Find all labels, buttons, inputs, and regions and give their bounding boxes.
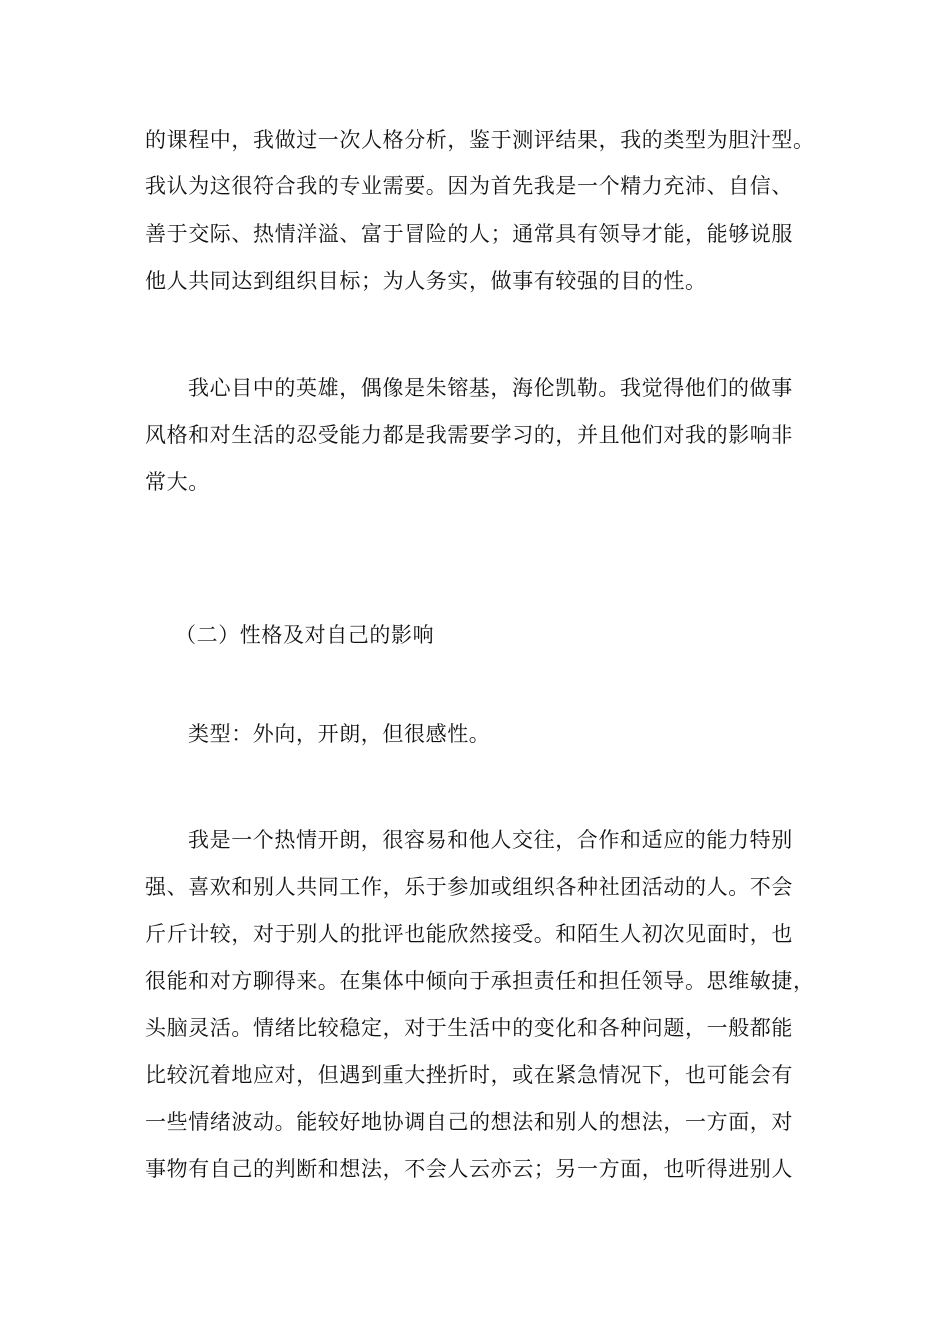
paragraph-5-line-6: 比较沉着地应对，但遇到重大挫折时，或在紧急情况下，也可能会有 bbox=[145, 1063, 793, 1087]
paragraph-5-line-5: 头脑灵活。情绪比较稳定，对于生活中的变化和各种问题，一般都能 bbox=[145, 1016, 793, 1040]
paragraph-5-line-1: 我是一个热情开朗，很容易和他人交往，合作和适应的能力特别 bbox=[188, 828, 793, 852]
paragraph-2-line-3: 常大。 bbox=[145, 470, 210, 494]
paragraph-5-line-4: 很能和对方聊得来。在集体中倾向于承担责任和担任领导。思维敏捷， bbox=[145, 969, 815, 993]
paragraph-5-line-2: 强、喜欢和别人共同工作，乐于参加或组织各种社团活动的人。不会 bbox=[145, 875, 793, 899]
section-heading: （二）性格及对自己的影响 bbox=[175, 623, 435, 647]
paragraph-5-line-3: 斤斤计较，对于别人的批评也能欣然接受。和陌生人初次见面时，也 bbox=[145, 922, 793, 946]
type-line: 类型：外向，开朗，但很感性。 bbox=[188, 722, 491, 746]
paragraph-5-line-8: 事物有自己的判断和想法，不会人云亦云；另一方面，也听得进别人 bbox=[145, 1157, 793, 1181]
paragraph-2-line-1: 我心目中的英雄，偶像是朱镕基，海伦凯勒。我觉得他们的做事 bbox=[188, 376, 793, 400]
paragraph-5-line-7: 一些情绪波动。能较好地协调自己的想法和别人的想法，一方面，对 bbox=[145, 1110, 793, 1134]
paragraph-1-line-4: 他人共同达到组织目标；为人务实，做事有较强的目的性。 bbox=[145, 269, 707, 293]
paragraph-1-line-3: 善于交际、热情洋溢、富于冒险的人；通常具有领导才能，能够说服 bbox=[145, 222, 793, 246]
paragraph-2-line-2: 风格和对生活的忍受能力都是我需要学习的，并且他们对我的影响非 bbox=[145, 423, 793, 447]
paragraph-1-line-1: 的课程中，我做过一次人格分析，鉴于测评结果，我的类型为胆汁型。 bbox=[145, 128, 815, 152]
paragraph-1-line-2: 我认为这很符合我的专业需要。因为首先我是一个精力充沛、自信、 bbox=[145, 174, 793, 198]
